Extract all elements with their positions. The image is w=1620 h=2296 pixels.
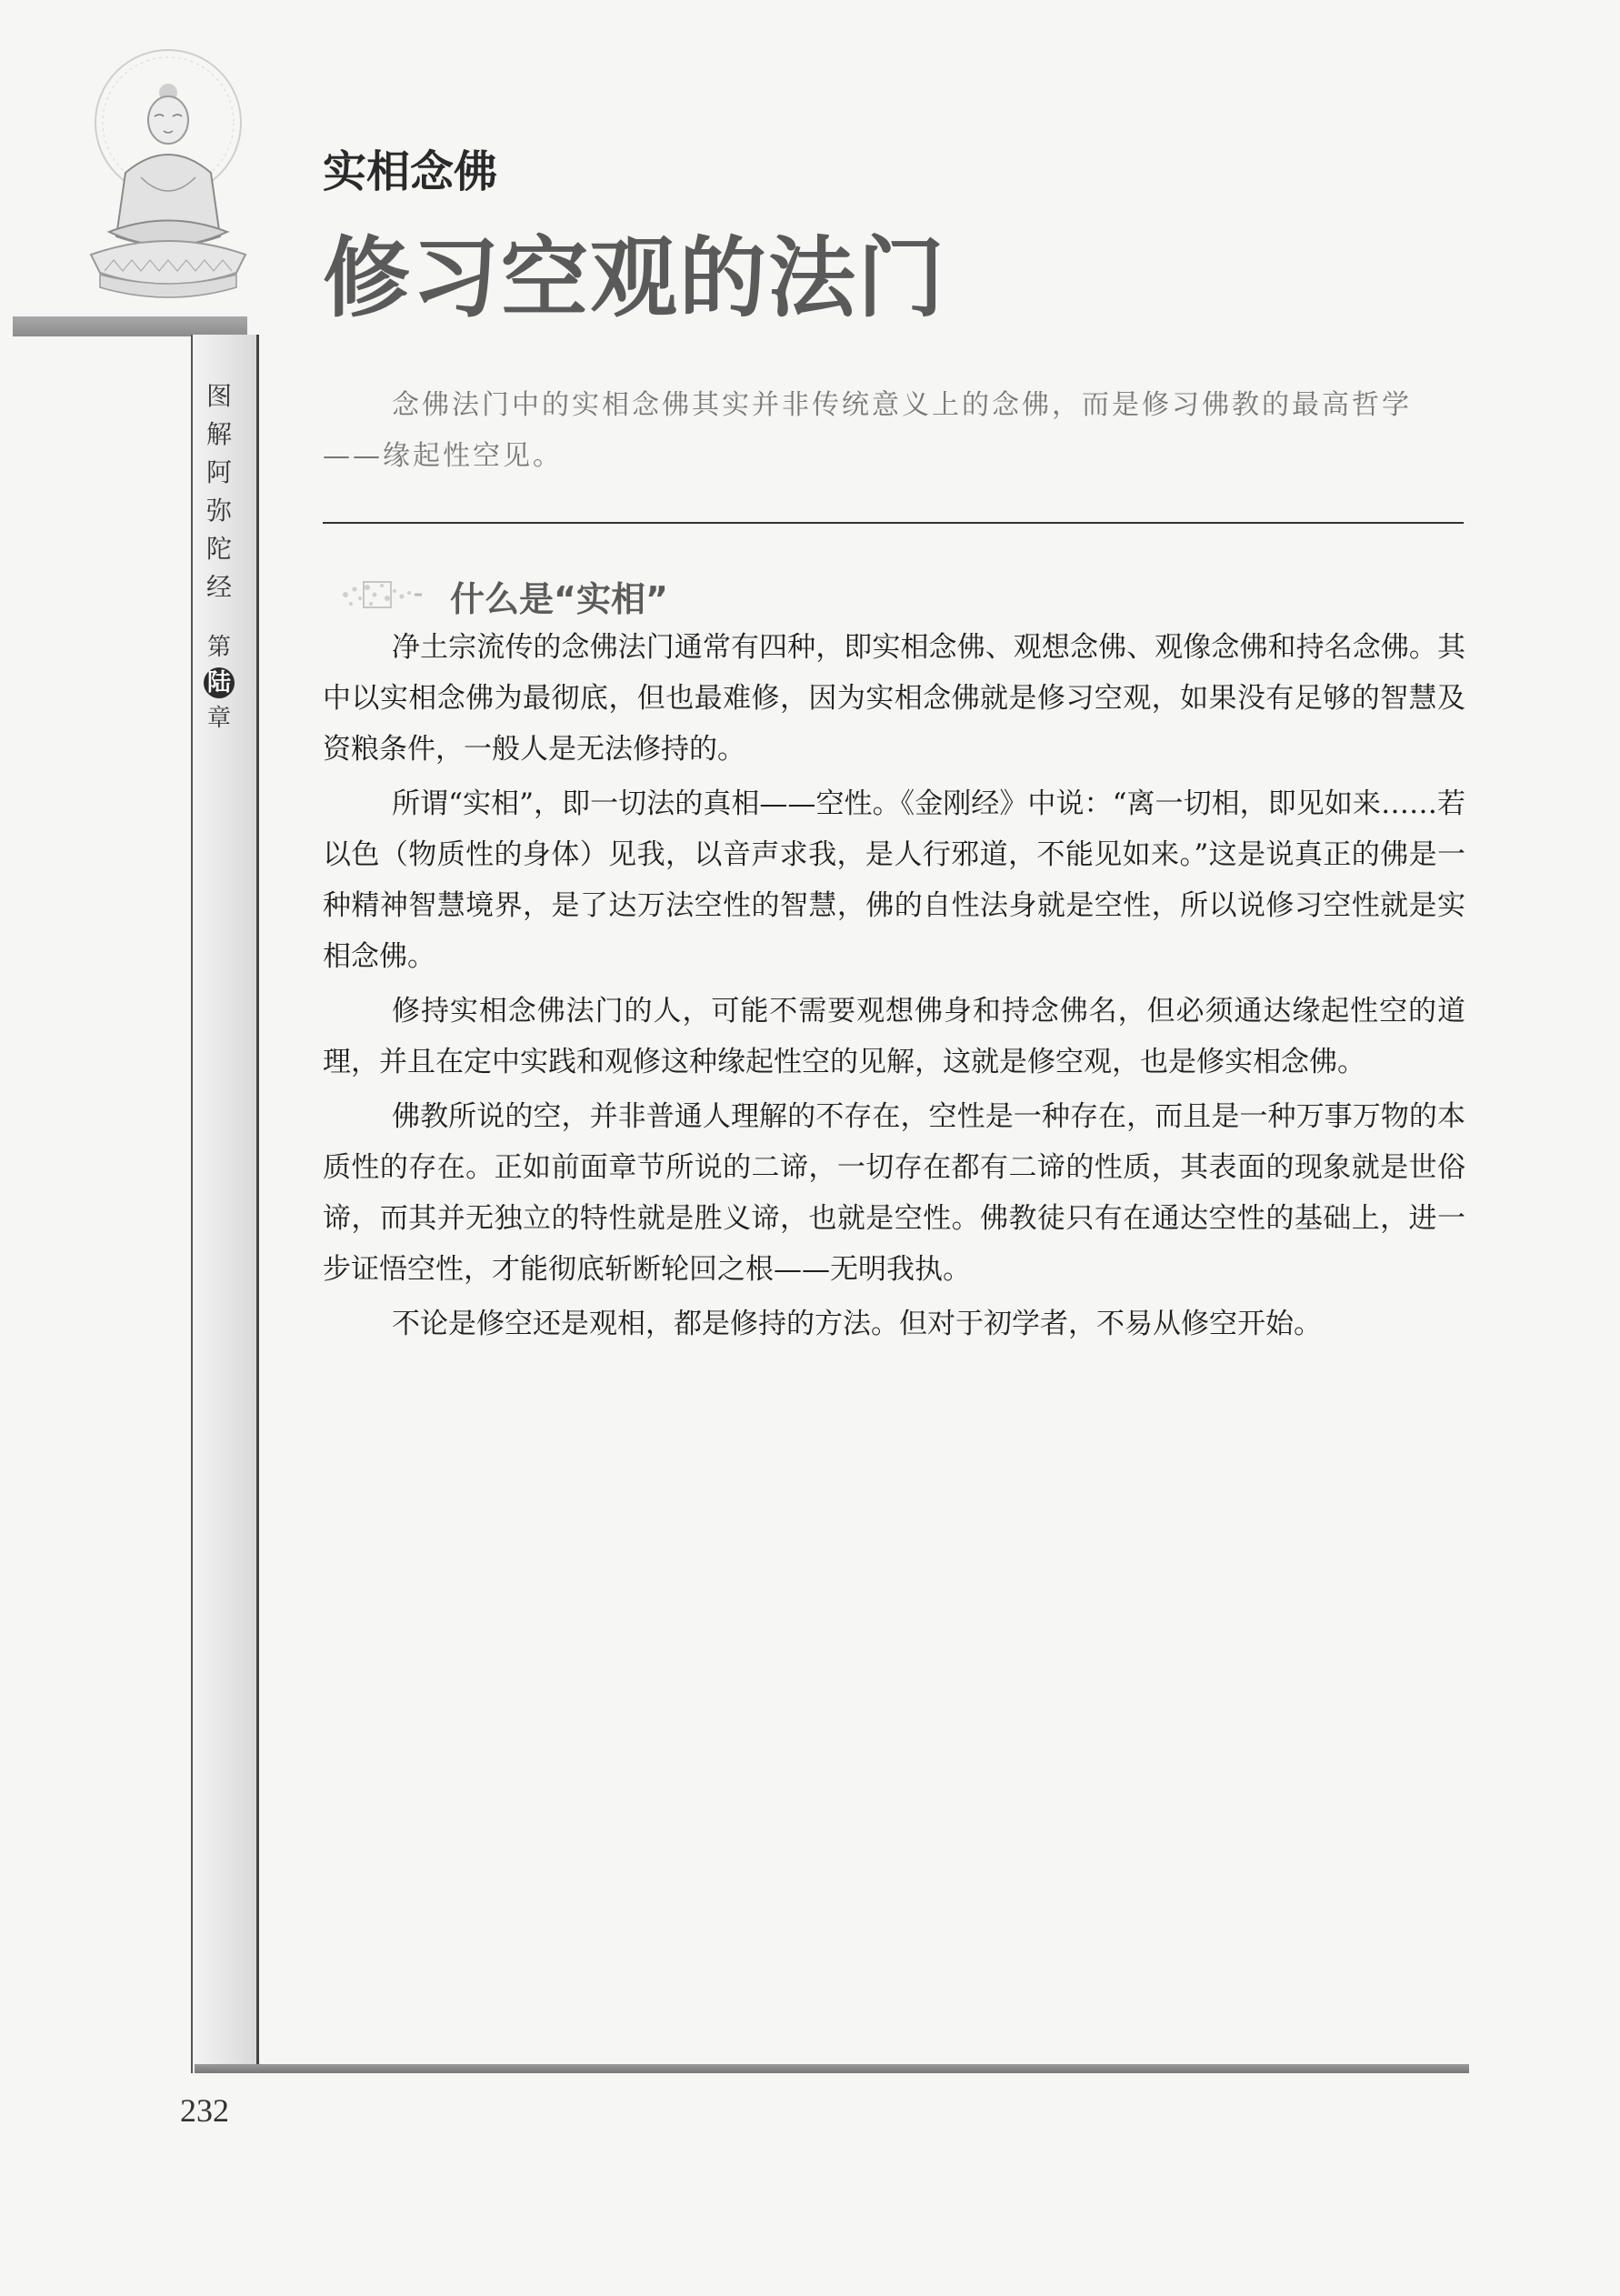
- page-number: 232: [180, 2092, 229, 2129]
- book-title-char: 陀: [205, 534, 232, 564]
- book-title-char: 图: [205, 381, 232, 411]
- buddha-illustration: [55, 36, 282, 309]
- body-paragraph: 所谓“实相”，即一切法的真相——空性。《金刚经》中说：“离一切相，即见如来……若以色（物质性的身体）见我，以音声求我，是人行邪道，不能见如来。”这是说真正的佛是一种精神智慧境界，是了达万法空性的智慧，佛的自性法身就是空性，所以说修习空性就是实相念佛。: [323, 787, 1465, 973]
- chapter-number-badge: 陆: [204, 667, 235, 698]
- divider-rule: [323, 522, 1464, 524]
- body-text: [323, 622, 1465, 1353]
- chapter-label: [204, 629, 235, 737]
- body-paragraph: 不论是修空还是观相，都是修持的方法。但对于初学者，不易从修空开始。: [392, 1308, 1322, 1340]
- section-heading: 什么是“实相”: [450, 579, 668, 619]
- book-title-char: 解: [205, 419, 232, 449]
- top-decor-band: [13, 316, 247, 336]
- body-paragraph: 佛教所说的空，并非普通人理解的不存在，空性是一种存在，而且是一种万事万物的本质性的存在。正如前面章节所说的二谛，一切存在都有二谛的性质，其表面的现象就是世俗谛，而其并无独立的特性就是胜义谛，也就是空性。佛教徒只有在通达空性的基础上，进一步证悟空性，才能彻底斩断轮回之根——无明我执。: [323, 1100, 1465, 1286]
- section-ornament-icon: [327, 567, 427, 622]
- body-paragraph: 修持实相念佛法门的人，可能不需要观想佛身和持念佛名，但必须通达缘起性空的道理，并且在定中实践和观修这种缘起性空的见解，这就是修空观，也是修实相念佛。: [323, 995, 1465, 1078]
- book-title-char: 经: [205, 572, 232, 602]
- intro-paragraph: 念佛法门中的实相念佛其实并非传统意义上的念佛，而是修习佛教的最高哲学——缘起性空见。: [323, 389, 1412, 472]
- body-paragraph: 净土宗流传的念佛法门通常有四种，即实相念佛、观想念佛、观像念佛和持名念佛。其中以实相念佛为最彻底，但也最难修，因为实相念佛就是修习空观，如果没有足够的智慧及资粮条件，一般人是无法修持的。: [323, 631, 1465, 766]
- book-title-char: 弥: [205, 496, 232, 526]
- book-title-vertical: [204, 377, 235, 607]
- chapter-suffix: 章: [206, 705, 231, 732]
- chapter-prefix: 第: [206, 634, 231, 661]
- page-title: 修习空观的法门: [323, 226, 946, 329]
- book-title-char: 阿: [205, 457, 232, 487]
- page-subtitle: 实相念佛: [323, 146, 498, 197]
- bottom-decor-band: [195, 2064, 1469, 2073]
